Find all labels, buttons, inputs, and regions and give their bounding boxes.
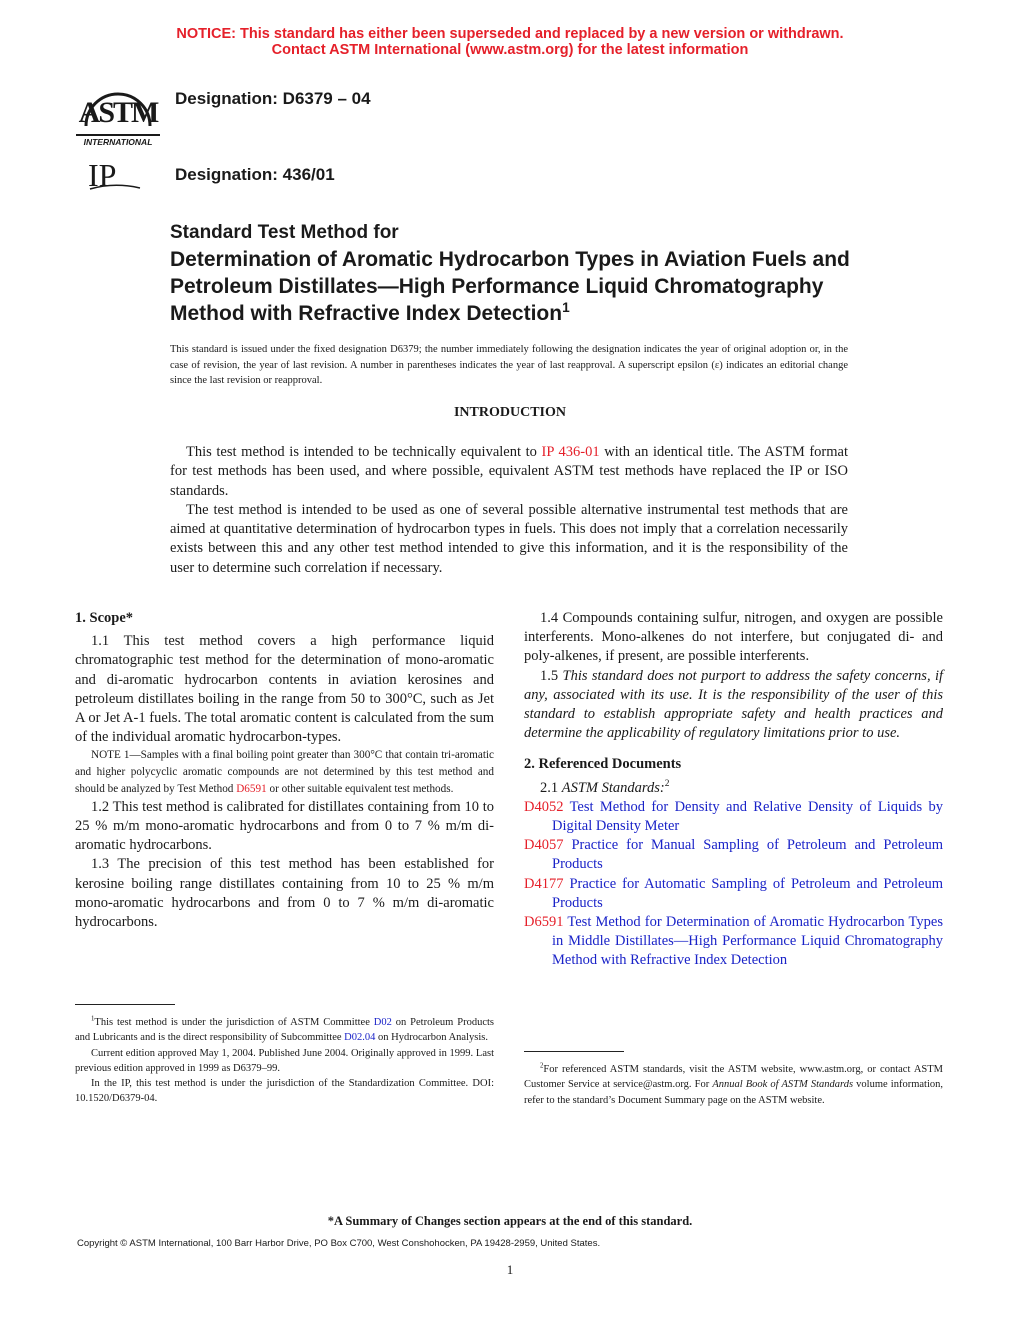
- footnote-rule-right: [524, 1051, 624, 1052]
- astm-logo: [74, 74, 162, 148]
- scope-1-5: [524, 667, 943, 744]
- note-1: [75, 747, 494, 797]
- astm-logo-subtext: INTERNATIONAL: [83, 137, 153, 147]
- referenced-standard-item: [524, 836, 943, 874]
- footnote-1-mark: 1: [91, 1015, 95, 1023]
- introduction-paragraph-2: The test method is intended to be used as one of several possible alternative instrumental test methods that are aimed at quantitative determination of hydrocarbon types in fuels. This does not imply that a correlation necessarily exists between this and any other test method intended to give this information, and it is the responsibility of the user to determine such correlation if necessary.: [170, 501, 848, 576]
- note-1-text-a: NOTE 1—Samples with a final boiling point greater than 300°C that contain tri-aromatic and higher polycyclic aromatic compounds are not determined by this test method and should be analyzed by Test Method: [75, 749, 494, 796]
- footnote-2-annual-book: Annual Book of ASTM Standards: [712, 1079, 854, 1091]
- referenced-standard-item: [524, 875, 943, 913]
- d4057-link[interactable]: D4057: [524, 837, 564, 854]
- astm-standards-label: [524, 779, 943, 798]
- d4052-title-link[interactable]: Test Method for Density and Relative Density of Liquids by Digital Density Meter: [552, 798, 943, 835]
- safety-statement: This standard does not purport to address the safety concerns, if any, associated with its use. It is the responsibility of the user of this standard to establish appropriate safety and health practices and determine the applicability of regulatory limitations prior to use.: [524, 667, 943, 742]
- ip-logo: [86, 158, 142, 192]
- footnote-1-text-a: This test method is under the jurisdiction of ASTM Committee: [94, 1017, 374, 1028]
- withdrawn-notice: [0, 26, 1020, 58]
- d4177-title-link[interactable]: Practice for Automatic Sampling of Petroleum and Petroleum Products: [552, 875, 944, 911]
- title-footnote-mark: 1: [562, 300, 570, 315]
- referenced-standard-item: [524, 798, 943, 836]
- footnote-2-text-b: volume information, refer to the standard’s Document Summary page on the ASTM website.: [524, 1079, 943, 1106]
- footnote-rule-left: [75, 1004, 175, 1005]
- scope-1-3: 1.3 The precision of this test method has been established for kerosine boiling range distillates containing from 10 to 25 % m/m mono-aromatic hydrocarbons and from 0 to 7 % m/m di-aromatic hydrocarbons.: [75, 856, 494, 931]
- title-lead: Standard Test Method for: [170, 222, 399, 243]
- footnote-1-ip: In the IP, this test method is under the jurisdiction of the Standardization Committee. DOI: 10.1520/D6379-04.: [75, 1078, 494, 1105]
- committee-d02-link[interactable]: D02: [373, 1017, 392, 1028]
- scope-1-5-number: 1.5: [540, 667, 563, 684]
- footnote-1-text-c: on Hydrocarbon Analysis.: [375, 1032, 488, 1044]
- notice-line-1: NOTICE: This standard has either been superseded and replaced by a new version or withdrawn.: [176, 26, 844, 42]
- copyright-line: Copyright © ASTM International, 100 Barr Harbor Drive, PO Box C700, West Conshohocken, PA 19428-2959, United States.: [77, 1238, 601, 1249]
- d4057-title-link[interactable]: Practice for Manual Sampling of Petroleum and Petroleum Products: [552, 837, 943, 873]
- right-column: [524, 609, 943, 971]
- scope-1-2: 1.2 This test method is calibrated for distillates containing from 10 to 25 % m/m mono-aromatic hydrocarbons and from 0 to 7 % m/m di-aromatic hydrocarbons.: [75, 798, 494, 854]
- footnote-2: [524, 1062, 943, 1108]
- footnote-1-edition: Current edition approved May 1, 2004. Published June 2004. Originally approved in 1999. Last previous edition approved in 1999 as D6379–99.: [75, 1047, 494, 1074]
- astm-standards-footnote-mark: 2: [664, 778, 670, 789]
- d4052-link[interactable]: D4052: [524, 798, 564, 815]
- astm-standards-text: ASTM Standards:: [561, 779, 665, 796]
- footnotes-left: [75, 1004, 494, 1107]
- designation-astm: Designation: D6379 – 04: [175, 89, 371, 108]
- scope-1-1: 1.1 This test method covers a high performance liquid chromatographic test method for the determination of mono-aromatic and di-aromatic hydrocarbon contents in aviation kerosines and petroleum distillates boiling in the range from 50 to 300°C, such as Jet A or Jet A-1 fuels. The total aromatic content is calculated from the sum of the individual aromatic hydrocarbon-types.: [75, 633, 494, 746]
- note-1-text-b: or other suitable equivalent test methods.: [266, 783, 454, 796]
- intro-p1-text-a: This test method is intended to be technically equivalent to: [186, 444, 542, 460]
- introduction-body: [170, 443, 848, 578]
- footnotes-right: [524, 1051, 943, 1108]
- d6591-note-link[interactable]: D6591: [236, 783, 267, 796]
- subcommittee-d02-04-link[interactable]: D02.04: [344, 1032, 376, 1044]
- scope-heading: 1. Scope*: [75, 610, 133, 626]
- intro-p1-text-b: with an identical title. The ASTM format for test methods has been used, and where possible, equivalent ASTM test methods have replaced the IP or ISO standards.: [170, 444, 848, 499]
- d4177-link[interactable]: D4177: [524, 875, 564, 892]
- d6591-link[interactable]: D6591: [524, 914, 564, 931]
- ip-436-01-link[interactable]: IP 436-01: [541, 444, 600, 460]
- title-main: Determination of Aromatic Hydrocarbon Types in Aviation Fuels and Petroleum Distillates—High Performance Liquid Chromatography Method with Refractive Index Detection: [170, 248, 850, 325]
- d6591-title-link[interactable]: Test Method for Determination of Aromatic Hydrocarbon Types in Middle Distillates—High Performance Liquid Chromatography Method with Refractive Index Detection: [552, 914, 943, 969]
- footnote-1-text-b: on Petroleum Products and Lubricants and is the direct responsibility of Subcommittee: [75, 1017, 494, 1044]
- ip-logo-text: IP: [88, 158, 117, 192]
- introduction-heading: INTRODUCTION: [453, 405, 566, 420]
- left-column: [75, 609, 494, 932]
- footnote-1: [75, 1015, 494, 1046]
- document-title: [170, 219, 870, 327]
- footnote-2-mark: 2: [540, 1062, 544, 1070]
- referenced-standards-list: [524, 798, 943, 971]
- summary-of-changes-note: *A Summary of Changes section appears at the end of this standard.: [327, 1214, 693, 1228]
- notice-line-2: Contact ASTM International (www.astm.org) for the latest information: [271, 42, 749, 58]
- introduction-paragraph-1: [170, 443, 848, 501]
- astm-standards-number: 2.1: [540, 779, 562, 796]
- astm-logo-text: ASTM: [78, 96, 158, 129]
- issued-note: This standard is issued under the fixed designation D6379; the number immediately following the designation indicates the year of original adoption or, in the case of revision, the year of last revision. A number in parentheses indicates the year of last reapproval. A superscript epsilon (ε) indicates an editorial change since the last revision or reapproval.: [170, 344, 848, 386]
- footnote-2-text-a: For referenced ASTM standards, visit the ASTM website, www.astm.org, or contact ASTM Customer Service at service@astm.org. For: [524, 1064, 943, 1091]
- scope-1-4: 1.4 Compounds containing sulfur, nitrogen, and oxygen are possible interferents. Mono-alkenes do not interfere, but conjugated di- and poly-alkenes, if present, are possible interferents.: [524, 610, 943, 665]
- referenced-standard-item: [524, 913, 943, 971]
- designation-ip: Designation: 436/01: [175, 165, 335, 184]
- referenced-documents-heading: 2. Referenced Documents: [524, 756, 682, 773]
- page-number: 1: [506, 1262, 514, 1277]
